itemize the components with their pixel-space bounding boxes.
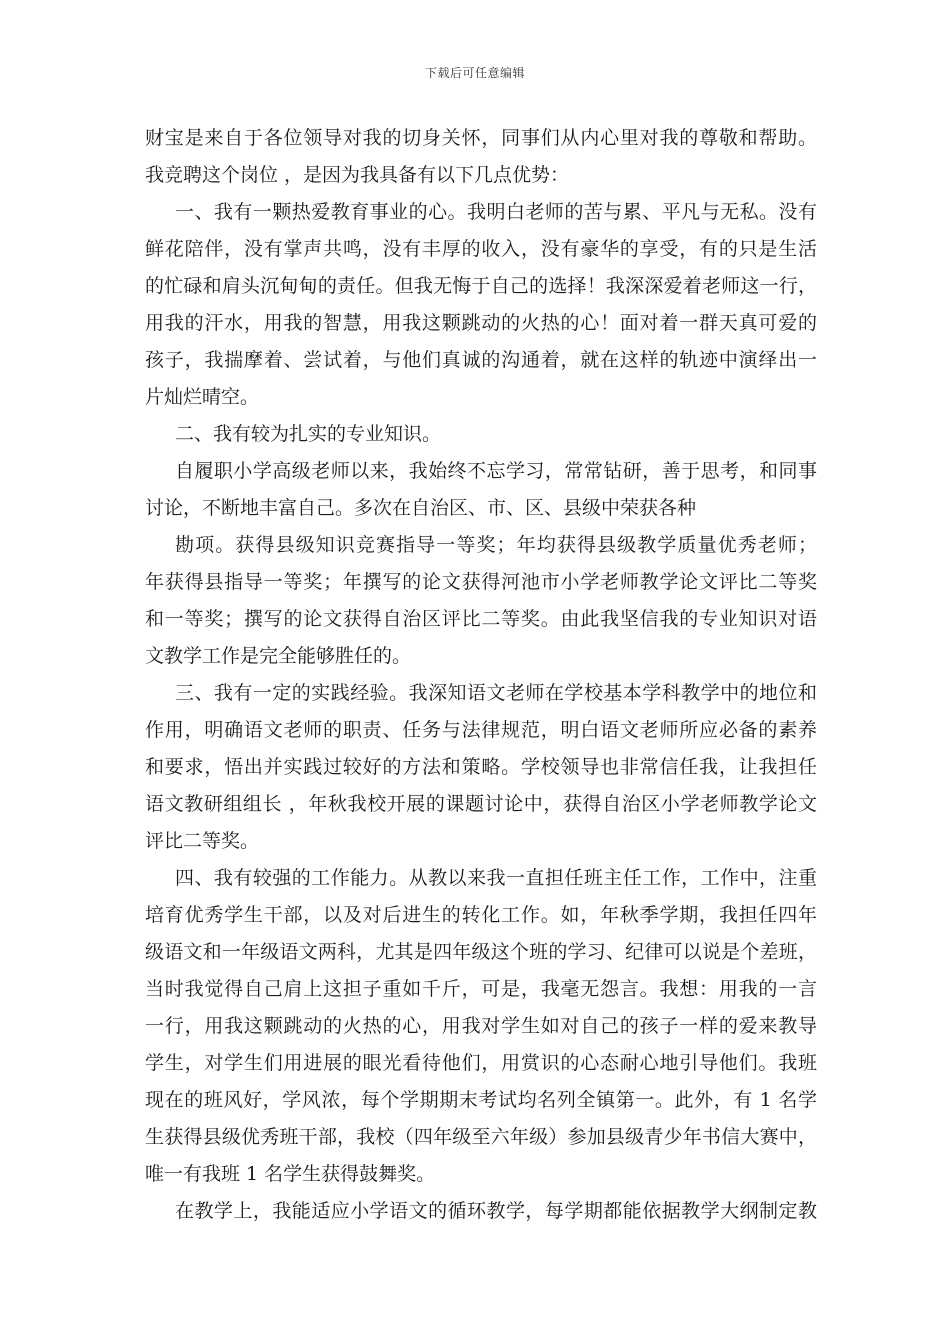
text-line: 学生，对学生们用进展的眼光看待他们，用赏识的心态耐心地引导他们。我班: [145, 1052, 817, 1074]
text-line: 用我的汗水，用我的智慧，用我这颗跳动的火热的心！面对着一群天真可爱的: [145, 312, 817, 334]
text-line: 四、我有较强的工作能力。从教以来我一直担任班主任工作，工作中，注重: [175, 867, 817, 889]
text-line: 勘项。获得县级知识竞赛指导一等奖；年均获得县级教学质量优秀老师；: [175, 534, 817, 556]
page-header: 下载后可任意编辑: [424, 66, 525, 80]
text-line: 年获得县指导一等奖；年撰写的论文获得河池市小学老师教学论文评比二等奖: [145, 571, 817, 593]
text-line: 我竞聘这个岗位 ，是因为我具备有以下几点优势：: [145, 164, 570, 186]
text-line: 讨论，不断地丰富自己。多次在自治区、市、区、县级中荣获各种: [145, 497, 697, 519]
text-line: 孩子，我揣摩着、尝试着，与他们真诚的沟通着，就在这样的轨迹中演绎出一: [145, 349, 817, 371]
text-line: 语文教研组组长 ，年秋我校开展的课题讨论中，获得自治区小学老师教学论文: [145, 793, 817, 815]
text-line: 一行，用我这颗跳动的火热的心，用我对学生如对自己的孩子一样的爱来教导: [145, 1015, 817, 1037]
text-line: 作用，明确语文老师的职责、任务与法律规范，明白语文老师所应必备的素养: [145, 719, 817, 741]
text-line: 现在的班风好，学风浓，每个学期期末考试均名列全镇第一。此外，有 1 名学: [145, 1089, 817, 1111]
text-line: 自履职小学高级老师以来，我始终不忘学习，常常钻研，善于思考，和同事: [175, 460, 817, 482]
text-line: 文教学工作是完全能够胜任的。: [145, 645, 412, 667]
text-line: 唯一有我班 1 名学生获得鼓舞奖。: [145, 1163, 436, 1185]
document-body: [145, 120, 817, 1230]
text-line: 当时我觉得自己肩上这担子重如千斤，可是，我毫无怨言。我想：用我的一言: [145, 978, 817, 1000]
text-line: 生获得县级优秀班干部，我校（四年级至六年级）参加县级青少年书信大赛中，: [145, 1126, 817, 1148]
text-line: 在教学上，我能适应小学语文的循环教学，每学期都能依据教学大纲制定教: [175, 1200, 817, 1222]
text-line: 片灿烂晴空。: [145, 386, 260, 408]
text-line: 三、我有一定的实践经验。我深知语文老师在学校基本学科教学中的地位和: [175, 682, 817, 704]
text-line: 培育优秀学生干部，以及对后进生的转化工作。如，年秋季学期，我担任四年: [145, 904, 817, 926]
text-line: 和一等奖；撰写的论文获得自治区评比二等奖。由此我坚信我的专业知识对语: [145, 608, 817, 630]
text-line: 的忙碌和肩头沉甸甸的责任。但我无悔于自己的选择！我深深爱着老师这一行，: [145, 275, 817, 297]
text-line: 二、我有较为扎实的专业知识。: [175, 423, 442, 445]
text-line: 级语文和一年级语文两科，尤其是四年级这个班的学习、纪律可以说是个差班，: [145, 941, 817, 963]
text-line: 财宝是来自于各位领导对我的切身关怀，同事们从内心里对我的尊敬和帮助。: [145, 127, 817, 149]
text-line: 鲜花陪伴，没有掌声共鸣，没有丰厚的收入，没有豪华的享受，有的只是生活: [145, 238, 817, 260]
text-line: 评比二等奖。: [145, 830, 260, 852]
text-line: 和要求，悟出并实践过较好的方法和策略。学校领导也非常信任我，让我担任: [145, 756, 817, 778]
text-line: 一、我有一颗热爱教育事业的心。我明白老师的苦与累、平凡与无私。没有: [175, 201, 817, 223]
